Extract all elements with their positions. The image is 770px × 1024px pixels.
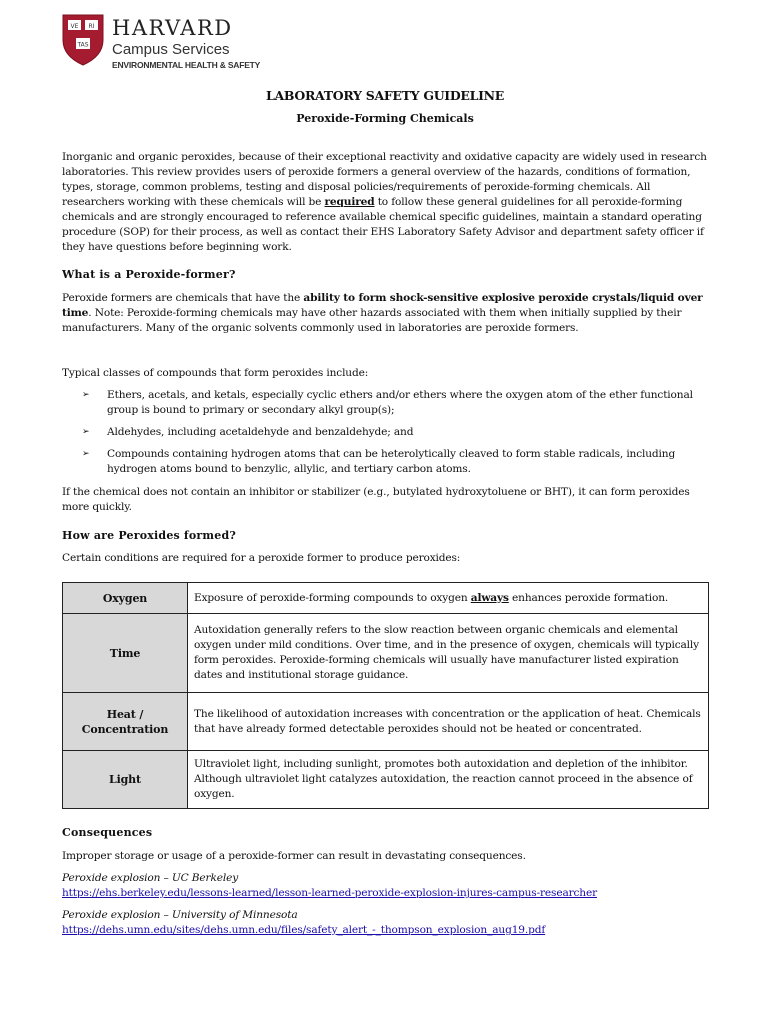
reference-label: Peroxide explosion – UC Berkeley: [62, 872, 239, 884]
condition-emphasis: always: [470, 591, 509, 604]
dept-name: Campus Services: [112, 41, 230, 58]
reference-link-minnesota[interactable]: https://dehs.umn.edu/sites/dehs.umn.edu/files/safety_alert_-_thompson_explosion_aug19.pdf: [62, 924, 546, 936]
table-row: [63, 693, 709, 751]
list-item: [82, 425, 712, 440]
reference-label: Peroxide explosion – University of Minnesota: [62, 909, 298, 921]
intro-text-2: to follow these general guidelines for all peroxide-forming chemicals and are strongly encouraged to reference available chemical specific guidelines, maintain a standard operating procedure (SOP) for their process, as well as contact their EHS Laboratory Safety Advisor and department safety officer if they have questions before beginning work.: [62, 196, 704, 253]
arrow-bullet-icon: ➢: [82, 427, 90, 437]
section-heading-what: What is a Peroxide-former?: [62, 268, 236, 281]
unit-name: ENVIRONMENTAL HEALTH & SAFETY: [112, 60, 261, 70]
definition-rest: . Note: Peroxide-forming chemicals may have other hazards associated with them when initially supplied by their manufacturers. Many of the organic solvents commonly used in laboratories are peroxide formers.: [62, 307, 682, 334]
list-item-text: Aldehydes, including acetaldehyde and benzaldehyde; and: [107, 426, 414, 438]
arrow-bullet-icon: ➢: [82, 449, 90, 459]
inhibitor-paragraph: If the chemical does not contain an inhibitor or stabilizer (e.g., butylated hydroxytoluene or BHT), it can form peroxides more quickly.: [62, 486, 690, 513]
condition-description: Exposure of peroxide-forming compounds to oxygen always enhances peroxide formation.: [188, 583, 709, 614]
conditions-intro: Certain conditions are required for a peroxide former to produce peroxides:: [62, 552, 461, 564]
condition-description: The likelihood of autoxidation increases with concentration or the application of heat. Chemicals that have already formed detectable peroxides should not be heated or concentrated.: [188, 693, 709, 751]
shield-text-ri: RI: [88, 23, 95, 30]
harvard-shield-icon: [62, 14, 104, 66]
list-item-text: Compounds containing hydrogen atoms that can be heterolytically cleaved to form stable radicals, including hydrogen atoms bound to benzylic, allylic, and tertiary carbon atoms.: [107, 448, 676, 475]
shield-text-ve: VE: [70, 23, 79, 30]
section-heading-consequences: Consequences: [62, 826, 153, 839]
page-title: LABORATORY SAFETY GUIDELINE: [265, 88, 505, 103]
section-heading-how: How are Peroxides formed?: [62, 529, 236, 542]
shield-text-tas: TAS: [77, 41, 89, 49]
reference-link-berkeley[interactable]: https://ehs.berkeley.edu/lessons-learned/lesson-learned-peroxide-explosion-injures-campus-researcher: [62, 887, 598, 899]
table-row: [63, 614, 709, 693]
page-subtitle: Peroxide-Forming Chemicals: [296, 112, 474, 125]
arrow-bullet-icon: ➢: [82, 390, 90, 400]
brand-block: [112, 16, 260, 71]
condition-key: Light: [63, 751, 188, 809]
definition-bold: ability to form shock-sensitive explosive peroxide crystals/liquid over time: [62, 292, 703, 319]
consequences-paragraph: Improper storage or usage of a peroxide-former can result in devastating consequences.: [62, 850, 526, 862]
condition-key: Time: [63, 614, 188, 693]
list-item-text: Ethers, acetals, and ketals, especially cyclic ethers and/or ethers where the oxygen atom of the ether functional group is bound to primary or secondary alkyl group(s);: [107, 389, 693, 416]
intro-emphasis: required: [324, 196, 375, 208]
conditions-table: [62, 582, 709, 809]
condition-description: Autoxidation generally refers to the slow reaction between organic chemicals and elemental oxygen under mild conditions. Over time, and in the presence of oxygen, chemicals will typically form peroxides. Peroxide-forming chemicals will usually have manufacturer listed expiration dates and institutional storage guidance.: [188, 614, 709, 693]
definition-paragraph: [62, 291, 710, 336]
table-row: [63, 751, 709, 809]
condition-key: Oxygen: [63, 583, 188, 614]
org-name: HARVARD: [112, 16, 233, 40]
list-item: [82, 447, 712, 477]
definition-lead: Peroxide formers are chemicals that have the: [62, 292, 304, 304]
intro-text-1: Inorganic and organic peroxides, because of their exceptional reactivity and oxidative capacity are widely used in research laboratories. This review provides users of peroxide formers a general overview of the hazards, conditions of formation, types, storage, common problems, testing and disposal policies/requirements of peroxide-forming chemicals. All researchers working with these chemicals will be: [62, 151, 707, 208]
classes-intro: Typical classes of compounds that form peroxides include:: [62, 367, 369, 379]
intro-paragraph: [62, 150, 710, 255]
table-row: [63, 583, 709, 614]
condition-description: Ultraviolet light, including sunlight, promotes both autoxidation and depletion of the inhibitor. Although ultraviolet light catalyzes autoxidation, the reaction cannot proceed in the absence of oxygen.: [188, 751, 709, 809]
condition-key: Heat / Concentration: [63, 693, 188, 751]
list-item: [82, 388, 712, 418]
